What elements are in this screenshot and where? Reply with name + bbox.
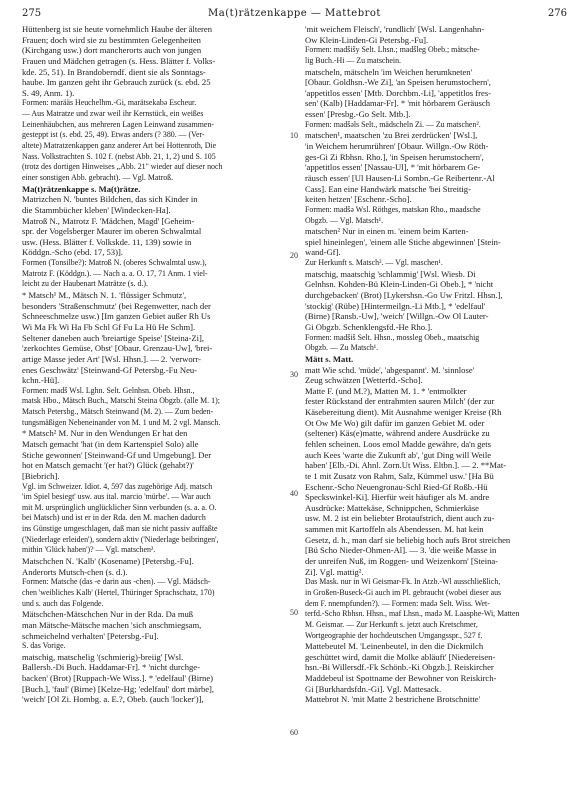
text-line: (Kirchgang usw.) dort mancherorts auch von jungen [22,45,202,56]
text-line: (trotz des dortigen Hinweises „Abb. 21" wieder auf dieser noch [22,162,223,172]
text-line: die Stammbücher kleben' [Windecken-Ha]. [22,204,171,215]
text-line: hot en Matsch gemacht '(er hat?) Glück (gehabt?)' [22,460,194,471]
text-line: fehlen scheinen. Loos emol Madde gewähre, da'n gets [305,438,492,449]
text-line: ins Günstige umgeschlagen, daß man sie nicht passiv auffaßte [22,524,218,534]
text-line: Matroß N., Matrotz F. 'Mädchen, Magd' [Geheim- [22,215,195,226]
text-line: Formen: madš Wsl. Lghn. Selt. Gelnhsn. Obeb. Hhsn., [22,385,195,395]
text-line: bei Matsch) und ist er in der Rda. den M. machen dadurch [22,513,206,523]
text-line: Matsch gemacht 'hat (in dem Kartenspiel Solo) alle [22,438,199,449]
text-line: räusch essen' [Ul Hausen-Li Sombn.-Ge Reibertenr.-Al [305,172,495,183]
text-line: Zi]. Vgl. mattig². [305,566,364,577]
text-line: Obgzb. — Vgl. Matsch¹. [305,215,384,225]
text-line: Formen (Tonsilbe?): Matroß N. (oberes Schwalmtal usw.), [22,258,207,268]
text-line: usw. (Hess. Blätter f. Volkskde. 11, 139) sowie in [22,236,192,247]
text-line: man Mätsche-Mätsche machen 'sich anschmiegsam, [22,619,202,630]
text-line: Mätschchen-Mätschchen Nur in der Rda. Da muß [22,609,194,620]
text-line: artige Masse jeder Art' [Wsl. Hhsn.]. — 2. 'verworr- [22,353,202,364]
line-number: 10 [290,131,298,141]
text-line: Wortgeographie der hochdeutschen Umgangsspr., 527 f. [305,630,483,640]
text-line: sammen mit Kartoffeln als Abendessen. M. hat kein [305,524,484,535]
text-line: ('Niederlage erleiden'), sondern aktiv ('Niederlage beibringen', [22,534,219,544]
page-number-left: 275 [22,8,42,19]
text-line: Obgzb. — Zu Matsch¹. [305,343,379,353]
text-line: (seltener) Käs(e)matte, während andere Ausdrücke zu [305,428,490,439]
text-line: der unreifen Nuß, im Roggen- und Weizenkorn' [Steina- [305,556,499,567]
text-line: Ot Ow Me Wo) gilt dafür im ganzen Gebiet M. oder [305,417,485,428]
text-line: Eschenr.-Scho Neuengronau-Schl Ried-Gf Roßb.-Hü [305,481,488,492]
text-line: Käsebereitung dient). Mit Ausnahme weniger Kreise (Rh [305,407,502,418]
text-line: Maddebeul ist Spottname der Bewohner von Reiskirch- [305,673,497,684]
line-number: 40 [290,489,298,499]
text-line: Formen: madšə Wsl. Röthges, matskən Rho., maadsche [305,204,481,214]
text-line: [Buch.], 'faul' (Birne) [Kelze-Hg; 'edelfaul' dort märbe], [22,683,215,694]
text-line: chen 'weibliches Kalb' (Hertel, Thüringer Sprachschatz, 170) [22,587,215,597]
text-line: in Großen-Buseck-Gi auch im Pl. gebraucht (wobei dieser aus [305,587,502,597]
text-line: Leinenhäubchen, aus mehreren Lagen Leinwand zusammen- [22,119,214,129]
text-line: auch Kees 'warte die Zukunft ab', 'gut Ding will Weile [305,449,492,460]
text-line: matschen² Nur in einen m. 'einem beim Karten- [305,226,469,237]
text-line: dem F. nnempfunden?). — Formen: madə Selt. Wiss. Wet- [305,598,490,608]
text-line: und s. auch das Folgende. [22,598,104,608]
page-header [22,6,567,22]
text-line: Seltener daneben auch 'breiartige Speise' [Steina-Zi], [22,332,205,343]
text-line: * Matsch² M. Nur in den Wendungen Er hat den [22,428,188,439]
text-line: Speckswinkel-Ki]. Hierfür weit häufiger als M. andre [305,492,490,503]
text-line: mithin 'Glück haben')? — Vgl. matschen². [22,545,156,555]
text-line: [Bü Scho Nieder-Ohmen-Al]. — 3. 'die weiße Masse in [305,545,497,556]
text-line: einer sonstigen Abb. gebracht). — Vgl. Matroß. [22,172,174,182]
text-line: Frauen; doch wird sie zu bestimmten Gelegenheiten [22,34,201,45]
text-line: matschig, maatschig 'schlammig' [Wsl. Wiesb. Di [305,268,476,279]
text-line: Schneeschmelze usw.) [Im ganzen Gebiet außer Rh Us [22,311,211,322]
text-line: matschen¹, maatschen 'zu Brei zerdrücken' [Wsl.], [305,130,478,141]
text-line: 'im Spiel besiegt' usw. aus ital. marcio 'mürbe'. — War auch [22,492,211,502]
text-line: Formen: madšišy Selt. Lhsn.; madšleg Obeb.; mätsche- [305,45,480,55]
text-line: 'mit weichem Fleisch', 'rundlich' [Wsl. Langenhahn- [305,24,485,34]
text-line: Mattebeutel M. 'Leinenbeutel, in den die Dickmilch [305,641,484,652]
text-line: Matte F. (und M.?), Matten M. 1. * 'entmolkter [305,385,467,396]
text-line: Formen: madšəls Selt., mädscheln Zi. — Zu matschen². [305,119,481,129]
text-line: [Obaur. Goldhsn.-We Zi], 'an Speisen herumstochern', [305,77,491,88]
left-column [22,24,284,705]
text-line: Hüttenberg ist sie heute vornehmlich Haube der älteren [22,24,213,34]
text-line: geschüttet wird, damit die Molke abläuft' [Niedereisen- [305,651,496,662]
running-title: Ma(t)rätzenkappe — Mattebrot [208,8,381,19]
line-number: 60 [290,727,298,737]
text-line: 'weich' [Ol Zi. Hombg. a. E.?, Obeb. (auch 'locker')], [22,694,204,705]
text-line: Gelnhsn. Kohden-Bü Klein-Linden-Gi Obeb.], * 'nicht [305,279,494,290]
text-line: Formen: Matsche (das -e darin aus -chen). — Vgl. Mädsch- [22,577,211,587]
text-line: [Biebrich]. [22,470,60,481]
text-line: matsk Hbo., Mätsch Buch., Matschi Steina Obgzb. (alle M. 1); [22,396,220,406]
text-line: leicht zu der Haubenart Maträtze (s. d.). [22,279,148,289]
line-number: 50 [290,608,298,618]
text-line: tungsmäßigen Nebeneinander von M. 1 und M. 2 vgl. Mansch. [22,417,221,427]
text-line: Matschchen N. 'Kalb' (Kosename) [Petersbg.-Fu]. [22,556,194,567]
text-line: mit M. ursprünglich unglücklicher Sinn verbunden (s. a. a. O. [22,502,217,512]
text-line: te 1 mit Zusatz von Rahm, Salz, Kümmel usw.' [Ha Bü [305,470,494,481]
text-line: Matrizchen N. 'buntes Bildchen, das sich Kinder in [22,194,198,205]
text-line: Frauen und Mädchen getragen (s. Hess. Blätter f. Volks- [22,55,216,66]
page-number-right: 276 [547,8,567,19]
text-line: Stiche gewonnen' [Steinwand-Gf und Umgebung]. Der [22,449,212,460]
text-line: spr. der Vogelsberger Maurer im oberen Schwalmtal [22,226,202,237]
text-line: durchgebacken' (Brot) [Lykershsn.-Go Uw Fritzl. Hhsn.], [305,290,503,301]
text-line: Zur Herkunft s. Matsch². — Vgl. maschen¹. [305,258,443,268]
text-line: Formen: madšiš Selt. Hhsn., mossleg Obeb., maatschig [305,332,480,342]
text-line: terfd.-Scho Rbhsn. Hhsn., maf Lhsn., madə M. Laasphe-Wi, Matten [305,609,520,619]
text-line: — Aus Matratze und zwar weil ihr Kernstück, ein weißes [22,109,204,119]
text-line: S. 49, Anm. 1). [22,87,75,98]
text-line: altete) Matratzenkappen ganz anderer Art bei Hottenroth, Die [22,141,217,151]
text-line: Anderorts Mutsch-chen (s. d.). [22,566,128,577]
right-column [305,24,567,705]
text-line: Zeug schwätzen [Wetterfd.-Scho]. [305,375,423,386]
text-line: haben' [Elb.-Di. Ahnl. Zorn.Ut Wiss. Eltbn.]. — 2. **Mat- [305,460,507,471]
text-line: keiten hetzen' [Eschenr.-Scho]. [305,194,412,205]
text-line: Vgl. im Schweizer. Idiot. 4, 597 das zugehörige Adj. matsch [22,481,213,491]
text-line: spiel hineinlegen', 'einem alle Stiche abgewinnen' [Stein- [305,236,501,247]
text-line: Ballersb.-Di Buch. Haddamar-Fr]. * 'nicht durchge- [22,662,200,673]
text-line: backen' (Brot) [Ruppach-We Wiss.]. * 'edelfaul' (Birne) [22,673,214,684]
text-line: Das Mask. nur in Wi Geismar-Fk. In Atzb.-Wl ausschließlich, [305,577,501,587]
text-line: kde. 25, 51). In Brandoberndf. dient sie als Sonntags- [22,66,206,77]
text-line: Ausdrücke: Mattekäse, Schnippchen, Schmierkäse [305,502,479,513]
text-line: Gesetz, d. h., man darf sie beliebig hoch aufs Brot streichen [305,534,511,545]
text-line: Formen: marääs Heuchelhm.-Gi, marätsekabə Escheur. [22,98,197,108]
text-line: Matsch Petersbg., Mätsch Steinwand (M. 2). — Zum beden- [22,407,214,417]
text-line: gesteppt ist (s. ebd. 25, 49). Etwas anders (? 380. — (Ver- [22,130,205,140]
text-line: fester Rückstand der entrahmten sauren Milch' (der zur [305,396,495,407]
text-line: 'appetitlos essen' [Nassau-Ul], * 'mit hörbarem Ge- [305,162,481,173]
text-line: matt Wie schd. 'müde', 'abgespannt'. M. 'sinnlose' [305,364,475,375]
text-line: Gi Obgzb. Schenklengsfd.-He Rho.]. [305,321,433,332]
text-line: enes Geschwätz' [Steinwand-Gf Petersbg.-Fu Neu- [22,364,198,375]
line-number: 20 [290,250,298,260]
text-line: Wi Ma Fk Wi Ha Fb Schl Gf Fu La Hü He Schm]. [22,321,196,332]
text-line: 'in Weichem herumrühren' [Obaur. Willgn.-Ow Röth- [305,141,489,152]
text-line: besonders 'Straßenschmutz' (bei Regenwetter, nach der [22,300,211,311]
text-line: kchn.-Hü]. [22,375,60,386]
text-line: Cass]. Ean eine Handwärk matsche 'bei Streitig- [305,183,471,194]
text-line: Mattebrot N. 'mit Matte 2 bestrichene Brotschnitte' [305,694,481,705]
text-line: hsn.-Bi Willersdf.-Fk Schönb.-Ki Obgzb.]. Reiskircher [305,662,494,673]
text-line: matschig, matschelig '(schmierig)-breiig' [Wsl. [22,651,184,662]
text-line: lig Buch.-Hi — Zu matschein. [305,55,401,65]
text-line: 'stockig' (Rübe) [Hintermeilgn.-Li Mtb.], * 'edelfaul' [305,300,486,311]
line-number: 30 [290,369,298,379]
text-line: Ow Klein-Linden-Gi Petersbg.-Fu]. [305,34,429,45]
text-line: Ma(t)rätzenkappe s. Ma(t)rätze. [22,183,141,194]
text-line: Mätt s. Matt. [305,353,354,364]
text-line: M. Geismar. — Zur Herkunft s. jetzt auch Kretschmer, [305,619,478,629]
text-line: Gi [Burkhardsfdn.-Gi]. Vgl. Mattesack. [305,683,442,694]
text-line: matscheln, mätscheln 'im Weichen herumkneten' [305,66,473,77]
text-line: haube. Im ganzen geht ihr Gebrauch zurück (s. ebd. 25 [22,77,211,88]
text-line: ges-Gi Zi Rbhsn. Rho.], 'in Speisen herumstochern', [305,151,484,162]
text-line: 'appetitlos essen' [Mtb. Dorchbm.-Li], 'appetitlos fres- [305,87,492,98]
text-line: usw. M. 2 ist ein beliebter Brotaufstrich, dient auch zu- [305,513,495,524]
text-line: Matrotz F. (Köddgn.). — Nach a. a. O. 17, 71 Anm. 1 viel- [22,268,208,278]
text-line: essen' [Presbg.-Go Selt. Mtb.]. [305,109,411,120]
text-line: Köddgn.-Scho (ebd. 17, 53)]. [22,247,123,258]
text-line: Nass. Volkstrachten S. 102 f. (nebst Abb. 21, 1, 2) und S. 105 [22,151,216,161]
text-line: 'zerkochtes Gemüse, Obst' [Obaur. Grenzau-Uw], 'brei- [22,343,213,354]
text-line: schmeichelnd verhalten' [Petersbg.-Fu]. [22,630,159,641]
text-line: wand-Gf]. [305,247,341,258]
text-line: * Matsch¹ M., Mätsch N. 1. 'flüssiger Schmutz', [22,290,187,301]
text-line: (Birne) [Ransb.-Uw], 'weich' [Willgn.-Ow Ol Lauter- [305,311,489,322]
text-line: S. das Vorige. [22,641,66,651]
text-line: sen' (Kalb) [Haddamar-Fr]. * 'mit hörbarem Geräusch [305,98,490,109]
